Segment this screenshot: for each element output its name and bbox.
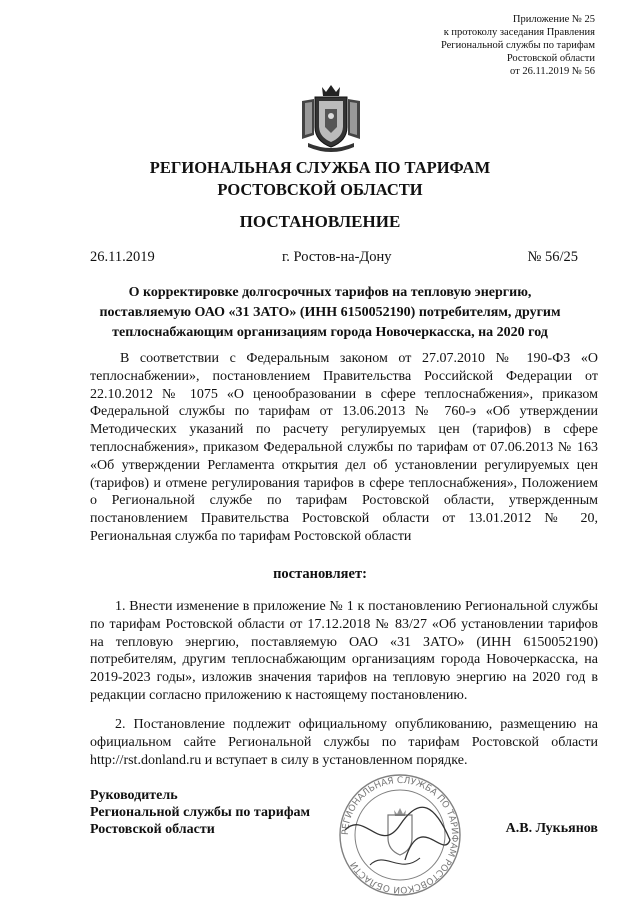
signatory-title bbox=[90, 787, 310, 838]
seal-ring-text: РЕГИОНАЛЬНАЯ СЛУЖБА ПО ТАРИФАМ РОСТОВСКОЙ ОБЛАСТИ bbox=[340, 775, 460, 895]
annex-line: Ростовской области bbox=[506, 53, 595, 64]
org-line-1: РЕГИОНАЛЬНАЯ СЛУЖБА ПО ТАРИФАМ bbox=[149, 158, 491, 177]
preamble-paragraph: В соответствии с Федеральным законом от 27.07.2010 № 190-ФЗ «О теплоснабжении», постановлением Правительства Российской Федерации от 22.10.2012 № 1075 «О ценообразовании в сфере теплоснабжения», приказом Федеральной службы по тарифам от 13.06.2013 № 760-э «Об утверждении Методических указаний по расчету регулируемых цен (тарифов) в сфере теплоснабжения», приказом Федеральной службы по тарифам от 07.06.2013 № 163 «Об утверждении Регламента открытия дел об установлении регулируемых цен (тарифов) и отмене регулирования тарифов в сфере теплоснабжения», Положением о Региональной службе по тарифам Ростовской области, утвержденным постановлением Правительства Ростовской области от 13.01.2012 № 20, Региональная служба по тарифам Ростовской области bbox=[90, 351, 598, 544]
document-number: № 56/25 bbox=[527, 249, 578, 265]
annex-line: Региональной службы по тарифам bbox=[440, 40, 595, 51]
organization-name bbox=[0, 157, 640, 201]
subject-line-1: О корректировке долгосрочных тарифов на тепловую энергию, bbox=[128, 285, 532, 300]
item-2-paragraph: 2. Постановление подлежит официальному опубликованию, размещению на официальном сайте Региональной службы по тарифам Ростовской области http://rst.donland.ru и вступает в силу в установленном порядке. bbox=[90, 717, 598, 768]
org-line-2: РОСТОВСКОЙ ОБЛАСТИ bbox=[217, 180, 423, 199]
document-kind: ПОСТАНОВЛЕНИЕ bbox=[239, 212, 401, 231]
document-date: 26.11.2019 bbox=[90, 249, 155, 265]
annex-line: к протоколу заседания Правления bbox=[443, 27, 595, 38]
coat-of-arms-icon bbox=[300, 83, 362, 153]
document-subject bbox=[70, 283, 590, 343]
annex-note bbox=[335, 13, 595, 78]
signatory-title-line-2: Региональной службы по тарифам bbox=[90, 805, 311, 820]
item-1-paragraph: 1. Внести изменение в приложение № 1 к постановлению Региональной службы по тарифам Ростовской области от 17.12.2018 № 83/27 «Об установлении тарифов на тепловую энергию, поставляемую ОАО «31 ЗАТО» (ИНН 6150052190) потребителям, другим теплоснабжающим организациям города Новочеркасска, на 2019-2023 годы», изложив значения тарифов на тепловую энергию на 2020 год в редакции согласно приложению к настоящему постановлению. bbox=[90, 599, 598, 703]
decree-word: постановляет: bbox=[273, 566, 367, 582]
annex-line: от 26.11.2019 № 56 bbox=[510, 66, 595, 77]
annex-line: Приложение № 25 bbox=[512, 14, 595, 25]
signatory-title-line-1: Руководитель bbox=[90, 788, 178, 803]
subject-line-2: поставляемую ОАО «31 ЗАТО» (ИНН 6150052190) потребителям, другим bbox=[99, 305, 561, 320]
official-seal-icon bbox=[325, 770, 475, 900]
signatory-name: А.В. Лукьянов bbox=[505, 821, 598, 836]
document-city: г. Ростов-на-Дону bbox=[282, 249, 392, 265]
signatory-title-line-3: Ростовской области bbox=[90, 822, 215, 837]
subject-line-3: теплоснабжающим организациям города Новочеркасска, на 2020 год bbox=[112, 325, 548, 340]
